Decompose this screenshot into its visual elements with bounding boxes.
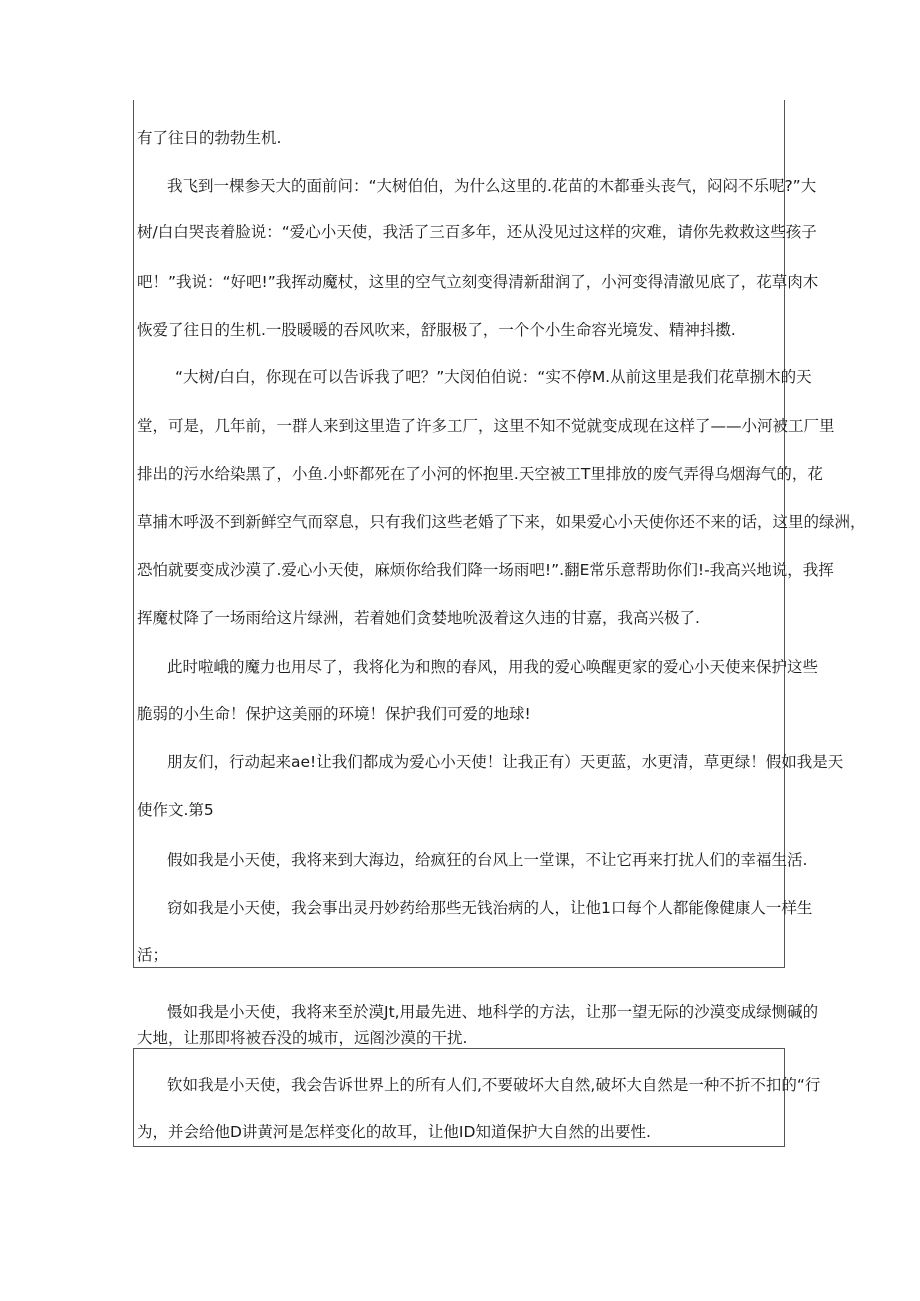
text-line: 我飞到一棵参天大的面前问：“大树伯伯，为什么这里的.花苗的木都垂头丧气，闷闷不乐呢?”大 (167, 177, 817, 195)
text-line: 大地，让那即将被吞没的城市，远阁沙漠的干扰. (137, 1029, 468, 1047)
text-line: “大树/白白，你现在可以告诉我了吧？”大闵伯伯说：“实不停M.从前这里是我们花草捌木的天 (175, 368, 812, 386)
text-line: 使作文.第5 (137, 801, 214, 819)
text-line: 排出的污水给染黑了，小鱼.小虾都死在了小河的怀抱里.天空被工T里排放的废气弄得乌烟海气的，花 (137, 465, 823, 483)
text-line: 朋友们，行动起来ae!让我们都成为爱心小天使！让我正有）天更蓝，水更清，草更绿！假如我是天 (167, 753, 844, 771)
text-line: 为，并会给他D讲黄河是怎样变化的故耳，让他ID知道保护大自然的出要性. (137, 1123, 651, 1141)
text-line: 恐怕就要变成沙漠了.爱心小天使，麻烦你给我们降一场雨吧!”.翻E常乐意帮助你们!-我高兴地说，我挥 (137, 561, 834, 579)
text-line: 树/白白哭丧着脸说：“爱心小天使，我活了三百多年，还从没见过这样的灾难，请你先救救这些孩子 (137, 223, 817, 241)
text-line: 脆弱的小生命！保护这美丽的环境！保护我们可爱的地球! (137, 705, 531, 723)
text-line: 假如我是小天使，我将来到大海边，给疯狂的台风上一堂课，不让它再来打扰人们的幸福生活. (167, 851, 808, 869)
text-line: 此时啦峨的魔力也用尽了，我将化为和煦的春风，用我的爱心唤醒更家的爱心小天使来保护这些 (167, 658, 819, 676)
text-line: 有了往日的勃勃生机. (137, 129, 282, 147)
text-line: 恢爱了往日的生机.一股暖暖的吞风吹来，舒服极了，一个个小生命容光境发、精神抖擞. (137, 321, 736, 339)
text-line: 窃如我是小天使，我会事出灵丹妙药给那些无钱治病的人，让他1口每个人都能像健康人一样生 (167, 899, 813, 917)
text-line: 草捕木呼汲不到新鲜空气而窣息，只有我们这些老婚了下来，如果爱心小天使你还不来的话，这里的绿洲， (137, 513, 866, 531)
text-line: 钦如我是小天使，我会告诉世界上的所有人们,不要破坏大自然,破坏大自然是一种不折不扣的“行 (167, 1076, 821, 1094)
text-line: 挥魔杖降了一场雨给这片绿洲，若着她们贪婪地吮汲着这久违的甘嘉，我高兴极了. (137, 609, 700, 627)
text-line: 活； (137, 946, 169, 964)
text-line: 堂，可是，几年前，一群人来到这里造了许多工厂，这里不知不觉就变成现在这样了——小河被工厂里 (137, 417, 835, 435)
text-line: 吧！”我说：“好吧!”我挥动魔杖，这里的空气立刻变得清新甜润了，小河变得清澈见底了，花草肉木 (137, 273, 819, 291)
text-line: 慑如我是小天使，我将来至於漠Jt,用最先进、地科学的方法，让那一望无际的沙漠变成绿恻碱的 (167, 1003, 819, 1021)
